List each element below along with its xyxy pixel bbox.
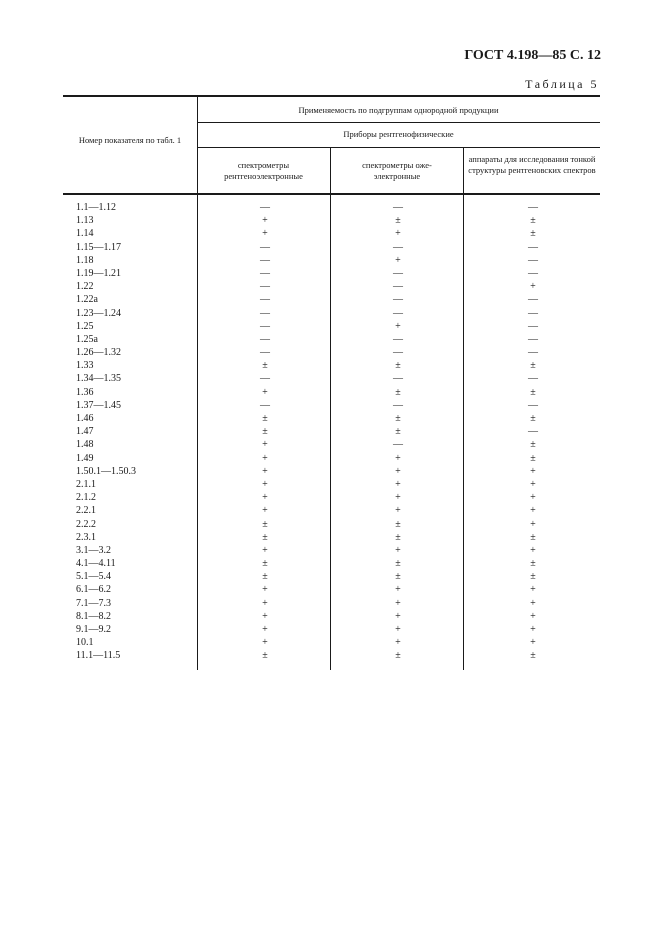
applicability-cell: — [260, 281, 270, 293]
applicability-cell: — [260, 254, 270, 266]
applicability-cell: + [262, 215, 268, 227]
applicability-cell: — [393, 399, 403, 411]
applicability-cell: + [395, 610, 401, 622]
table-row [63, 386, 600, 399]
row-index-cell: 5.1—5.4 [76, 571, 111, 583]
document-reference: ГОСТ 4.198—85 С. 12 [464, 48, 601, 63]
applicability-cell: ± [395, 518, 401, 530]
applicability-cell: — [393, 347, 403, 359]
table-row [63, 254, 600, 267]
device-group-header: Приборы рентгенофизические [343, 129, 454, 139]
applicability-cell: + [262, 465, 268, 477]
applicability-cell: ± [395, 386, 401, 398]
applicability-cell: + [262, 478, 268, 490]
applicability-cell: ± [530, 452, 536, 464]
applicability-cell: + [530, 465, 536, 477]
applicability-cell: — [260, 267, 270, 279]
applicability-cell: ± [262, 360, 268, 372]
applicability-cell: — [528, 333, 538, 345]
applicability-cell: — [528, 241, 538, 253]
applicability-cell: ± [262, 558, 268, 570]
applicability-cell: — [393, 373, 403, 385]
table-row [63, 570, 600, 583]
applicability-cell: ± [395, 650, 401, 662]
applicability-cell: + [395, 452, 401, 464]
table-top-rule [63, 95, 600, 97]
table-row [63, 452, 600, 465]
row-index-cell: 2.1.1 [76, 478, 96, 490]
applicability-cell: — [393, 307, 403, 319]
applicability-cell: — [260, 399, 270, 411]
row-index-cell: 2.2.1 [76, 505, 96, 517]
applicability-cell: ± [530, 439, 536, 451]
applicability-cell: — [260, 320, 270, 332]
table-body [63, 201, 600, 663]
applicability-cell: ± [530, 215, 536, 227]
applicability-cell: — [393, 439, 403, 451]
row-index-cell: 1.14 [76, 228, 94, 240]
row-index-cell: 9.1—9.2 [76, 624, 111, 635]
row-index-cell: 1.18 [76, 254, 94, 266]
applicability-cell: + [395, 228, 401, 240]
applicability-cell: + [262, 597, 268, 609]
table-row [63, 425, 600, 438]
applicability-cell: — [528, 399, 538, 411]
applicability-cell: + [395, 492, 401, 504]
applicability-header: Применяемость по подгруппам однородной продукции [298, 105, 499, 115]
row-index-cell: 1.48 [76, 439, 94, 451]
row-index-cell: 1.33 [76, 360, 94, 372]
row-index-cell: 1.49 [76, 452, 94, 464]
row-index-cell: 1.50.1—1.50.3 [76, 465, 136, 477]
table-row [63, 597, 600, 610]
applicability-cell: + [530, 544, 536, 556]
table-row [63, 557, 600, 570]
applicability-cell: + [530, 637, 536, 649]
table-row [63, 636, 600, 649]
row-index-cell: 1.36 [76, 386, 94, 398]
applicability-cell: — [393, 241, 403, 253]
table-row [63, 544, 600, 557]
table-row [63, 491, 600, 504]
table-row [63, 531, 600, 544]
applicability-cell: + [395, 320, 401, 332]
table-row [63, 399, 600, 412]
applicability-cell: + [262, 439, 268, 451]
applicability-cell: ± [262, 531, 268, 543]
applicability-cell: ± [262, 650, 268, 662]
applicability-cell: ± [530, 413, 536, 424]
applicability-cell: — [260, 202, 270, 213]
row-index-cell: 1.13 [76, 215, 94, 227]
applicability-cell: + [395, 465, 401, 477]
subgroup-header-rule [197, 147, 600, 148]
applicability-cell: ± [530, 531, 536, 543]
table-row [63, 359, 600, 372]
applicability-cell: — [393, 267, 403, 279]
applicability-cell: ± [530, 650, 536, 662]
row-index-cell: 1.47 [76, 426, 94, 438]
table-row [63, 478, 600, 491]
table-row [63, 307, 600, 320]
applicability-cell: + [395, 478, 401, 490]
applicability-cell: ± [262, 571, 268, 583]
applicability-cell: ± [530, 228, 536, 240]
applicability-cell: ± [530, 571, 536, 583]
table-row [63, 293, 600, 306]
applicability-cell: + [530, 624, 536, 635]
applicability-cell: — [528, 307, 538, 319]
table-row [63, 438, 600, 451]
applicability-cell: + [530, 492, 536, 504]
applicability-cell: + [262, 452, 268, 464]
applicability-cell: + [530, 505, 536, 517]
applicability-cell: + [395, 505, 401, 517]
table-row [63, 333, 600, 346]
group-header-rule [197, 122, 600, 123]
applicability-cell: ± [395, 426, 401, 438]
row-index-cell: 10.1 [76, 637, 94, 649]
column-header-xps: спектрометры рентгеноэлектронные [224, 160, 303, 181]
row-index-cell: 1.19—1.21 [76, 267, 121, 279]
applicability-cell: ± [395, 571, 401, 583]
applicability-cell: — [528, 294, 538, 306]
row-index-cell: 7.1—7.3 [76, 597, 111, 609]
applicability-cell: — [260, 347, 270, 359]
applicability-cell: + [530, 610, 536, 622]
row-index-cell: 1.22 [76, 281, 94, 293]
table-row [63, 227, 600, 240]
row-index-cell: 8.1—8.2 [76, 610, 111, 622]
row-index-cell: 11.1—11.5 [76, 650, 121, 662]
row-index-cell: 2.1.2 [76, 492, 96, 504]
applicability-cell: ± [530, 386, 536, 398]
table-row [63, 649, 600, 662]
table-row [63, 465, 600, 478]
row-index-cell: 2.3.1 [76, 531, 96, 543]
row-index-cell: 1.25а [76, 333, 98, 345]
applicability-cell: — [260, 241, 270, 253]
applicability-cell: + [530, 478, 536, 490]
applicability-cell: + [530, 597, 536, 609]
table-header-bottom-rule [63, 193, 600, 195]
applicability-cell: + [262, 228, 268, 240]
applicability-cell: — [393, 202, 403, 213]
applicability-cell: — [528, 202, 538, 213]
applicability-cell: — [528, 347, 538, 359]
row-index-cell: 1.25 [76, 320, 94, 332]
applicability-cell: — [260, 373, 270, 385]
table-row [63, 320, 600, 333]
applicability-cell: — [528, 267, 538, 279]
table-label: Таблица 5 [525, 77, 599, 91]
applicability-cell: + [395, 584, 401, 596]
applicability-cell: ± [395, 413, 401, 424]
column-header-auger: спектрометры оже-электронные [362, 160, 432, 181]
applicability-cell: + [395, 624, 401, 635]
applicability-cell: ± [395, 215, 401, 227]
table-row [63, 583, 600, 596]
row-index-cell: 1.15—1.17 [76, 241, 121, 253]
applicability-cell: ± [262, 426, 268, 438]
applicability-cell: — [528, 320, 538, 332]
applicability-cell: + [530, 281, 536, 293]
applicability-cell: ± [395, 531, 401, 543]
applicability-cell: + [262, 637, 268, 649]
applicability-cell: — [260, 294, 270, 306]
table-row [63, 280, 600, 293]
applicability-cell: + [395, 637, 401, 649]
applicability-cell: + [262, 544, 268, 556]
applicability-cell: + [262, 610, 268, 622]
applicability-cell: ± [395, 360, 401, 372]
applicability-cell: — [528, 373, 538, 385]
applicability-cell: + [262, 492, 268, 504]
applicability-cell: — [528, 254, 538, 266]
table-row [63, 610, 600, 623]
applicability-cell: + [262, 505, 268, 517]
table-row [63, 504, 600, 517]
applicability-cell: ± [395, 558, 401, 570]
table-row [63, 412, 600, 425]
row-index-cell: 6.1—6.2 [76, 584, 111, 596]
row-index-cell: 3.1—3.2 [76, 544, 111, 556]
applicability-cell: ± [530, 360, 536, 372]
applicability-cell: ± [530, 558, 536, 570]
row-index-cell: 1.23—1.24 [76, 307, 121, 319]
applicability-cell: + [395, 597, 401, 609]
table-row [63, 241, 600, 254]
applicability-cell: — [260, 333, 270, 345]
table-row [63, 201, 600, 214]
index-column-header: Номер показателя по табл. 1 [78, 135, 182, 145]
table-row [63, 372, 600, 385]
applicability-cell: + [530, 584, 536, 596]
applicability-cell: + [262, 624, 268, 635]
row-index-cell: 1.37—1.45 [76, 399, 121, 411]
applicability-cell: — [393, 281, 403, 293]
applicability-cell: — [260, 307, 270, 319]
row-index-cell: 1.46 [76, 413, 94, 424]
applicability-cell: + [530, 518, 536, 530]
applicability-cell: + [262, 584, 268, 596]
row-index-cell: 1.1—1.12 [76, 202, 116, 213]
applicability-cell: + [395, 544, 401, 556]
table-row [63, 518, 600, 531]
table-row [63, 623, 600, 636]
row-index-cell: 2.2.2 [76, 518, 96, 530]
table-row [63, 267, 600, 280]
applicability-cell: ± [262, 518, 268, 530]
row-index-cell: 1.26—1.32 [76, 347, 121, 359]
column-header-fine-structure: аппараты для исследования тонкой структуры рентгеновских спектров [468, 154, 596, 175]
applicability-cell: ± [262, 413, 268, 424]
table-row [63, 214, 600, 227]
table-row [63, 346, 600, 359]
applicability-cell: — [528, 426, 538, 438]
applicability-cell: + [395, 254, 401, 266]
row-index-cell: 4.1—4.11 [76, 558, 116, 570]
applicability-cell: — [393, 294, 403, 306]
row-index-cell: 1.22а [76, 294, 98, 306]
row-index-cell: 1.34—1.35 [76, 373, 121, 385]
applicability-cell: — [393, 333, 403, 345]
applicability-cell: + [262, 386, 268, 398]
